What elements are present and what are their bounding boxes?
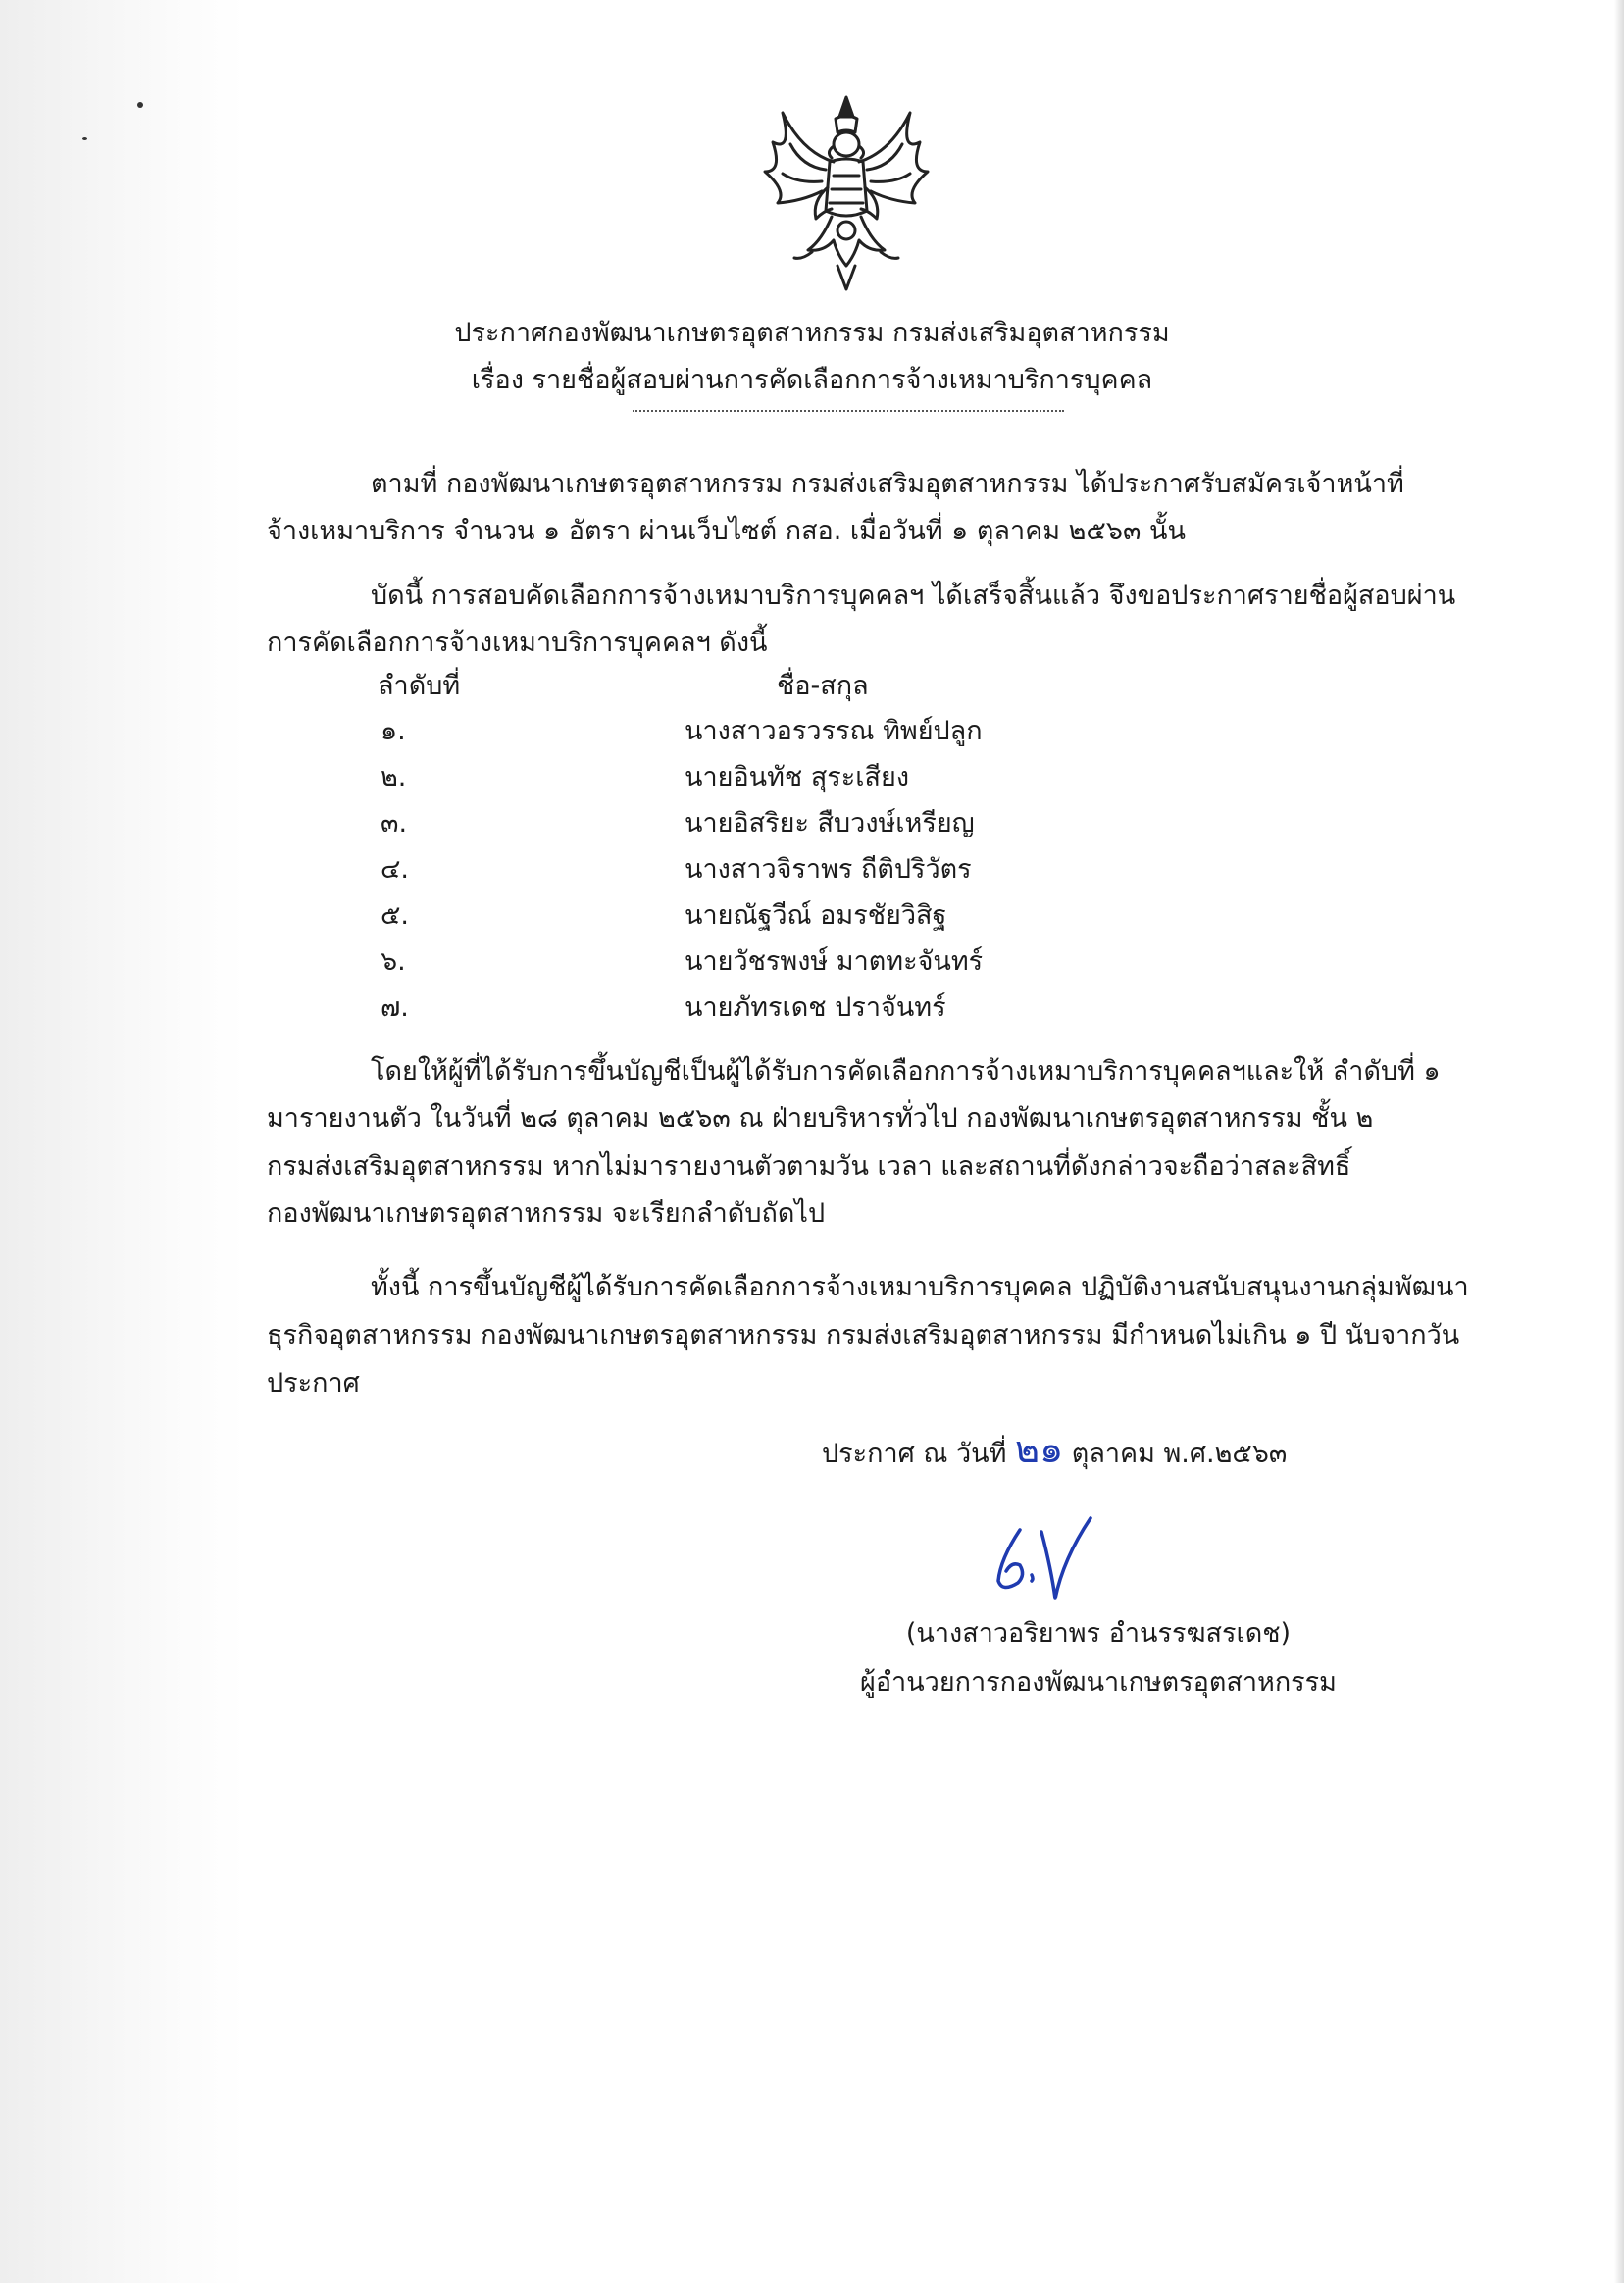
- list-item-name: นางสาวอรวรรณ ทิพย์ปลูก: [685, 716, 983, 746]
- handwritten-signature: [961, 1510, 1157, 1618]
- scan-speck: [82, 137, 87, 140]
- list-item-name: นายณัฐวีณ์ อมรชัยวิสิฐ: [685, 900, 947, 931]
- garuda-emblem-icon: [743, 93, 949, 299]
- paragraph-1-line-1: ตามที่ กองพัฒนาเกษตรอุตสาหกรรม กรมส่งเสริมอุตสาหกรรม ได้ประกาศรับสมัครเจ้าหน้าที่: [371, 469, 1404, 499]
- list-item-number: ๖.: [381, 946, 406, 977]
- paragraph-3-line-2: มารายงานตัว ในวันที่ ๒๘ ตุลาคม ๒๕๖๓ ณ ฝ่ายบริหารทั่วไป กองพัฒนาเกษตรอุตสาหกรรม ชั้น ๒: [267, 1103, 1374, 1134]
- list-item-number: ๕.: [381, 900, 410, 931]
- paragraph-1-line-2: จ้างเหมาบริการ จำนวน ๑ อัตรา ผ่านเว็บไซต์ กสอ. เมื่อวันที่ ๑ ตุลาคม ๒๕๖๓ นั้น: [267, 516, 1186, 546]
- list-item-name: นางสาวจิราพร ถีติปริวัตร: [685, 854, 972, 885]
- list-item-name: นายภัทรเดช ปราจันทร์: [685, 992, 946, 1023]
- paragraph-2-line-1: บัดนี้ การสอบคัดเลือกการจ้างเหมาบริการบุคคลฯ ได้เสร็จสิ้นแล้ว จึงขอประกาศรายชื่อผู้สอบผ่าน: [371, 581, 1456, 611]
- date-prefix: ประกาศ ณ วันที่: [822, 1439, 1007, 1469]
- list-item-number: ๗.: [381, 992, 409, 1023]
- date-suffix: ตุลาคม พ.ศ.๒๕๖๓: [1071, 1439, 1288, 1469]
- scan-speck: [137, 102, 143, 108]
- column-header-name: ชื่อ-สกุล: [777, 671, 869, 701]
- list-item-number: ๑.: [381, 716, 406, 746]
- paragraph-4-line-2: ธุรกิจอุตสาหกรรม กองพัฒนาเกษตรอุตสาหกรรม กรมส่งเสริมอุตสาหกรรม มีกำหนดไม่เกิน ๑ ปี นับจากวัน: [267, 1320, 1460, 1350]
- paragraph-3-line-3: กรมส่งเสริมอุตสาหกรรม หากไม่มารายงานตัวตามวัน เวลา และสถานที่ดังกล่าวจะถือว่าสละสิทธิ์: [267, 1151, 1351, 1182]
- announcement-subject: เรื่อง รายชื่อผู้สอบผ่านการคัดเลือกการจ้างเหมาบริการบุคคล: [471, 365, 1153, 395]
- list-item-name: นายอินทัช สุระเสียง: [685, 762, 910, 792]
- paragraph-3-line-1: โดยให้ผู้ที่ได้รับการขึ้นบัญชีเป็นผู้ได้รับการคัดเลือกการจ้างเหมาบริการบุคคลฯและให้ ลำดับที่ ๑: [371, 1056, 1441, 1087]
- signer-title: ผู้อำนวยการกองพัฒนาเกษตรอุตสาหกรรม: [860, 1667, 1337, 1698]
- handwritten-day: ๒๑: [1015, 1428, 1064, 1471]
- list-item-number: ๔.: [381, 854, 410, 885]
- paragraph-4-line-1: ทั้งนี้ การขึ้นบัญชีผู้ได้รับการคัดเลือกการจ้างเหมาบริการบุคคล ปฏิบัติงานสนับสนุนงานกลุ่มพัฒนา: [371, 1272, 1469, 1302]
- list-item-name: นายอิสริยะ สืบวงษ์เหรียญ: [685, 808, 975, 838]
- paragraph-4-line-3: ประกาศ: [267, 1368, 360, 1398]
- list-item-number: ๓.: [381, 808, 408, 838]
- dotted-separator: [633, 410, 1064, 412]
- signer-name: (นางสาวอริยาพร อำนรรฆสรเดช): [905, 1618, 1292, 1649]
- paragraph-2-line-2: การคัดเลือกการจ้างเหมาบริการบุคคลฯ ดังนี้: [267, 628, 768, 658]
- column-header-order: ลำดับที่: [378, 671, 461, 701]
- announcement-date: [822, 1428, 1288, 1472]
- paragraph-3-line-4: กองพัฒนาเกษตรอุตสาหกรรม จะเรียกลำดับถัดไป: [267, 1198, 826, 1229]
- list-item-number: ๒.: [381, 762, 407, 792]
- announcement-title: ประกาศกองพัฒนาเกษตรอุตสาหกรรม กรมส่งเสริมอุตสาหกรรม: [454, 318, 1170, 348]
- list-item-name: นายวัชรพงษ์ มาตทะจันทร์: [685, 946, 984, 977]
